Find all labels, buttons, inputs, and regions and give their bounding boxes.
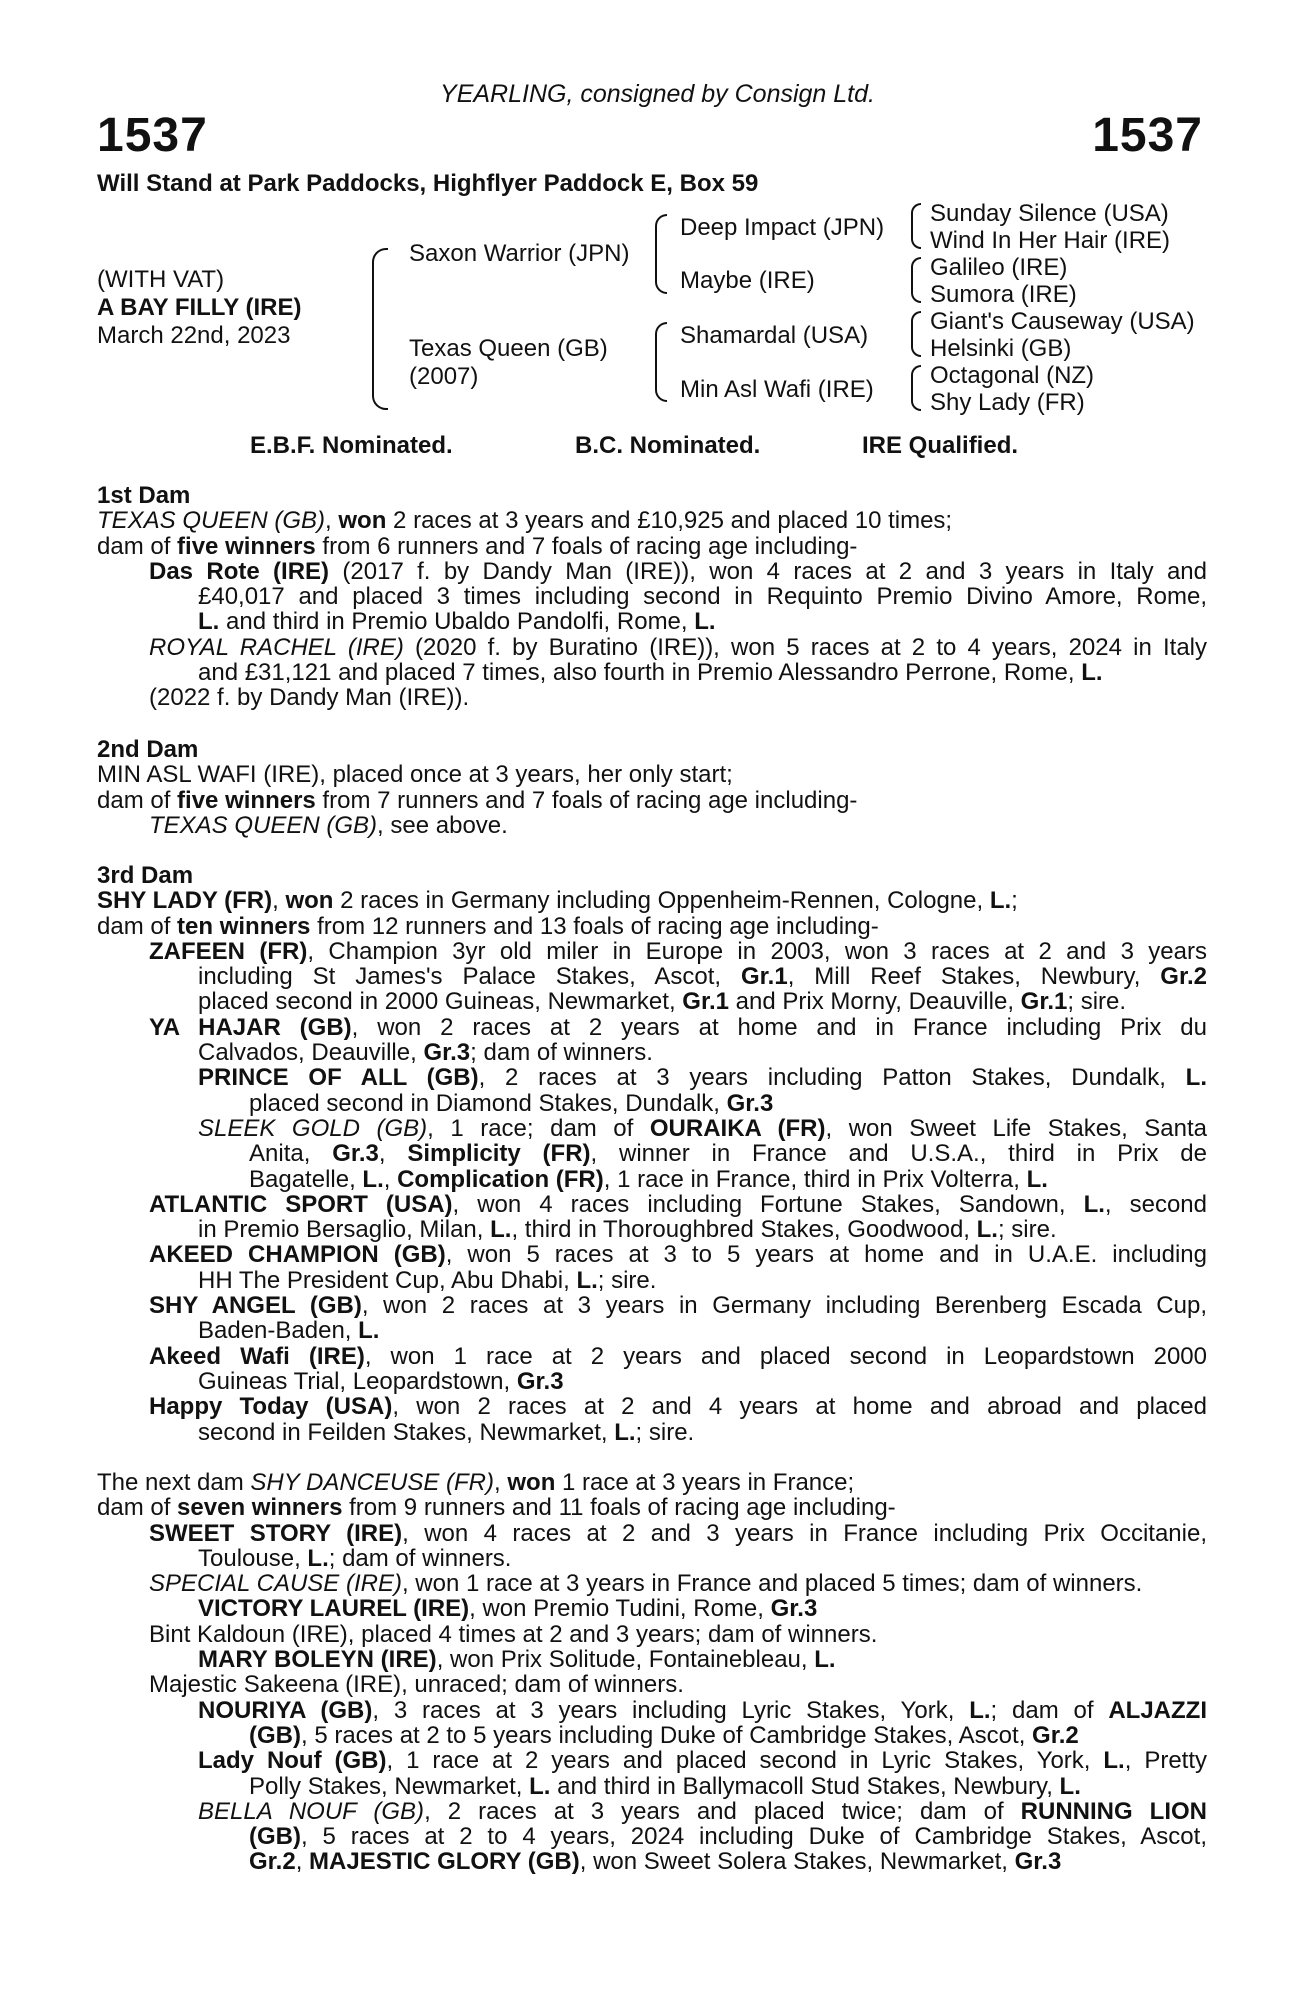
lot-number-right: 1537 (1092, 109, 1203, 162)
sire: Saxon Warrior (JPN) (409, 240, 630, 267)
dam-dam: Min Asl Wafi (IRE) (680, 376, 874, 403)
text-line: Anita, Gr.3, Simplicity (FR), winner in France and U.S.A., third in Prix de (249, 1140, 1207, 1168)
text-line: (GB), 5 races at 2 to 4 years, 2024 including Duke of Cambridge Stakes, Ascot, (249, 1823, 1207, 1851)
text-line: BELLA NOUF (GB), 2 races at 3 years and placed twice; dam of RUNNING LION (198, 1797, 1207, 1825)
text-line: Toulouse, L.; dam of winners. (198, 1544, 512, 1572)
foaling-date: March 22nd, 2023 (97, 322, 291, 349)
text-line: Akeed Wafi (IRE), won 1 race at 2 years and placed second in Leopardstown 2000 (149, 1342, 1207, 1370)
great-grandparent: Shy Lady (FR) (930, 389, 1085, 416)
pedigree-brace-gg1 (911, 203, 921, 249)
text-line: Majestic Sakeena (IRE), unraced; dam of winners. (149, 1671, 684, 1699)
horse-name: A BAY FILLY (IRE) (97, 294, 302, 321)
sire-sire: Deep Impact (JPN) (680, 214, 885, 241)
text-line: SHY LADY (FR), won 2 races in Germany including Oppenheim-Rennen, Cologne, L.; (97, 887, 1018, 915)
text-line: and £31,121 and placed 7 times, also fourth in Premio Alessandro Perrone, Rome, L. (198, 659, 1103, 687)
text-line: (GB), 5 races at 2 to 5 years including Duke of Cambridge Stakes, Ascot, Gr.2 (249, 1721, 1079, 1749)
great-grandparent: Giant's Causeway (USA) (930, 308, 1195, 335)
dam-sire: Shamardal (USA) (680, 322, 869, 349)
pedigree-brace-sire (655, 214, 667, 294)
dam-year: (2007) (409, 363, 479, 390)
ire-qualified: IRE Qualified. (862, 432, 1019, 459)
ebf-nomination: E.B.F. Nominated. (250, 432, 453, 459)
text-line: NOURIYA (GB), 3 races at 3 years including Lyric Stakes, York, L.; dam of ALJAZZI (198, 1696, 1207, 1724)
text-line: VICTORY LAUREL (IRE), won Premio Tudini, Rome, Gr.3 (198, 1595, 818, 1623)
great-grandparent: Galileo (IRE) (930, 254, 1068, 281)
text-line: Das Rote (IRE) (2017 f. by Dandy Man (IRE)), won 4 races at 2 and 3 years in Italy and (149, 557, 1208, 585)
text-line: Lady Nouf (GB), 1 race at 2 years and placed second in Lyric Stakes, York, L., Pretty (198, 1747, 1207, 1775)
pedigree-brace-main (372, 248, 388, 410)
text-line: AKEED CHAMPION (GB), won 5 races at 3 to 5 years at home and in U.A.E. including (149, 1241, 1207, 1269)
section-heading: 3rd Dam (97, 862, 194, 889)
text-line: Happy Today (USA), won 2 races at 2 and 4 years at home and abroad and placed (149, 1393, 1208, 1421)
great-grandparent: Octagonal (NZ) (930, 362, 1095, 389)
text-line: (2022 f. by Dandy Man (IRE)). (149, 684, 470, 712)
text-line: placed second in 2000 Guineas, Newmarket, Gr.1 and Prix Morny, Deauville, Gr.1; sire. (198, 988, 1127, 1016)
text-line: The next dam SHY DANCEUSE (FR), won 1 race at 3 years in France; (97, 1469, 855, 1496)
text-line: dam of seven winners from 9 runners and 11 foals of racing age including- (97, 1494, 896, 1522)
pedigree-brace-gg4 (911, 365, 921, 411)
bc-nomination: B.C. Nominated. (575, 432, 761, 459)
text-line: including St James's Palace Stakes, Ascot, Gr.1, Mill Reef Stakes, Newbury, Gr.2 (198, 963, 1207, 991)
great-grandparent: Sunday Silence (USA) (930, 200, 1169, 227)
text-line: SLEEK GOLD (GB), 1 race; dam of OURAIKA (FR), won Sweet Life Stakes, Santa (198, 1114, 1208, 1142)
text-line: L. and third in Premio Ubaldo Pandolfi, Rome, L. (198, 608, 716, 636)
text-line: Bint Kaldoun (IRE), placed 4 times at 2 and 3 years; dam of winners. (149, 1620, 878, 1648)
section-heading: 1st Dam (97, 482, 191, 509)
text-line: placed second in Diamond Stakes, Dundalk, Gr.3 (249, 1089, 774, 1117)
first-dam-section (97, 483, 1207, 711)
third-dam-section (97, 863, 1207, 1445)
text-line: ROYAL RACHEL (IRE) (2020 f. by Buratino (IRE)), won 5 races at 2 to 4 years, 2024 in Italy (149, 633, 1207, 661)
text-line: second in Feilden Stakes, Newmarket, L.; sire. (198, 1418, 695, 1446)
text-line: Bagatelle, L., Complication (FR), 1 race in France, third in Prix Volterra, L. (249, 1165, 1048, 1193)
text-line: dam of ten winners from 12 runners and 13 foals of racing age including- (97, 912, 879, 940)
text-line: MIN ASL WAFI (IRE), placed once at 3 years, her only start; (97, 761, 733, 789)
text-line: ATLANTIC SPORT (USA), won 4 races including Fortune Stakes, Sandown, L., second (149, 1190, 1207, 1218)
pedigree-brace-gg3 (911, 311, 921, 357)
lot-number-left: 1537 (97, 109, 208, 162)
text-line: PRINCE OF ALL (GB), 2 races at 3 years including Patton Stakes, Dundalk, L. (198, 1064, 1207, 1092)
text-line: in Premio Bersaglio, Milan, L., third in Thoroughbred Stakes, Goodwood, L.; sire. (198, 1216, 1057, 1244)
text-line: SHY ANGEL (GB), won 2 races at 3 years in Germany including Berenberg Escada Cup, (149, 1292, 1207, 1320)
text-line: dam of five winners from 6 runners and 7 foals of racing age including- (97, 532, 858, 560)
stand-location: Will Stand at Park Paddocks, Highflyer Paddock E, Box 59 (97, 170, 759, 197)
text-line: HH The President Cup, Abu Dhabi, L.; sire. (198, 1266, 657, 1294)
pedigree-brace-dam (655, 322, 667, 402)
text-line: Gr.2, MAJESTIC GLORY (GB), won Sweet Solera Stakes, Newmarket, Gr.3 (249, 1848, 1062, 1876)
great-grandparent: Wind In Her Hair (IRE) (930, 227, 1171, 254)
text-line: SWEET STORY (IRE), won 4 races at 2 and 3 years in France including Prix Occitanie, (149, 1519, 1207, 1547)
text-line: YA HAJAR (GB), won 2 races at 2 years at home and in France including Prix du (149, 1013, 1207, 1041)
text-line: SPECIAL CAUSE (IRE), won 1 race at 3 years in France and placed 5 times; dam of winners. (149, 1570, 1143, 1598)
pedigree-brace-gg2 (911, 257, 921, 303)
great-grandparent: Helsinki (GB) (930, 335, 1072, 362)
dam: Texas Queen (GB) (409, 335, 608, 362)
text-line: dam of five winners from 7 runners and 7 foals of racing age including- (97, 786, 858, 814)
text-line: Baden-Baden, L. (198, 1317, 380, 1345)
text-line: £40,017 and placed 3 times including second in Requinto Premio Divino Amore, Rome, (198, 583, 1207, 611)
text-line: TEXAS QUEEN (GB), see above. (149, 811, 508, 839)
next-dam-section (97, 1470, 1207, 1875)
great-grandparent: Sumora (IRE) (930, 281, 1077, 308)
section-heading: 2nd Dam (97, 736, 199, 763)
text-line: Polly Stakes, Newmarket, L. and third in Ballymacoll Stud Stakes, Newbury, L. (249, 1772, 1081, 1800)
text-line: TEXAS QUEEN (GB), won 2 races at 3 years and £10,925 and placed 10 times; (97, 507, 953, 535)
sire-dam: Maybe (IRE) (680, 267, 815, 294)
text-line: Calvados, Deauville, Gr.3; dam of winners. (198, 1039, 653, 1067)
text-line: ZAFEEN (FR), Champion 3yr old miler in Europe in 2003, won 3 races at 2 and 3 years (149, 937, 1207, 965)
text-line: Guineas Trial, Leopardstown, Gr.3 (198, 1367, 564, 1395)
second-dam-section (97, 737, 1207, 838)
text-line: MARY BOLEYN (IRE), won Prix Solitude, Fontainebleau, L. (198, 1646, 836, 1674)
consignment-line: YEARLING, consigned by Consign Ltd. (440, 80, 875, 108)
vat-note: (WITH VAT) (97, 266, 225, 293)
